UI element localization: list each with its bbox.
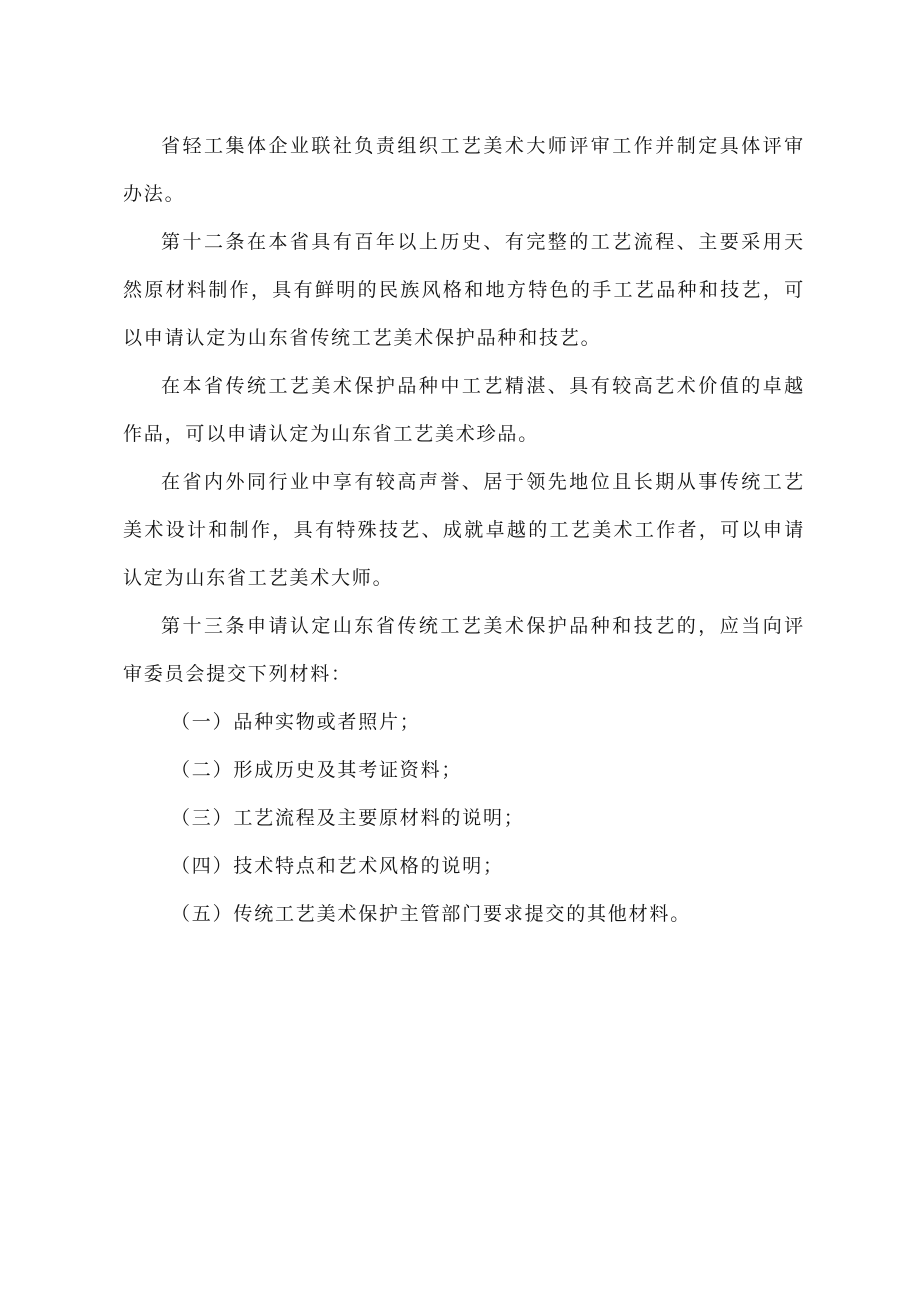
paragraph-article-12: 第十二条在本省具有百年以上历史、有完整的工艺流程、主要采用天然原材料制作，具有鲜明的民族风格和地方特色的手工艺品种和技艺，可以申请认定为山东省传统工艺美术保护品种和技艺。	[123, 231, 805, 349]
document-body	[123, 122, 805, 938]
paragraph-evaluation-organizer: 省轻工集体企业联社负责组织工艺美术大师评审工作并制定具体评审办法。	[123, 135, 805, 205]
list-item: （四）技术特点和艺术风格的说明；	[171, 855, 504, 877]
list-item: （一）品种实物或者照片；	[171, 711, 421, 733]
paragraph-article-13: 第十三条申请认定山东省传统工艺美术保护品种和技艺的，应当向评审委员会提交下列材料：	[123, 615, 805, 685]
list-item: （二）形成历史及其考证资料；	[171, 759, 463, 781]
list-item: （五）传统工艺美术保护主管部门要求提交的其他材料。	[171, 903, 692, 925]
paragraph-master: 在省内外同行业中享有较高声誉、居于领先地位且长期从事传统工艺美术设计和制作，具有特殊技艺、成就卓越的工艺美术工作者，可以申请认定为山东省工艺美术大师。	[123, 471, 805, 589]
list-item: （三）工艺流程及主要原材料的说明；	[171, 807, 525, 829]
paragraph-treasure: 在本省传统工艺美术保护品种中工艺精湛、具有较高艺术价值的卓越作品，可以申请认定为山东省工艺美术珍品。	[123, 375, 805, 445]
